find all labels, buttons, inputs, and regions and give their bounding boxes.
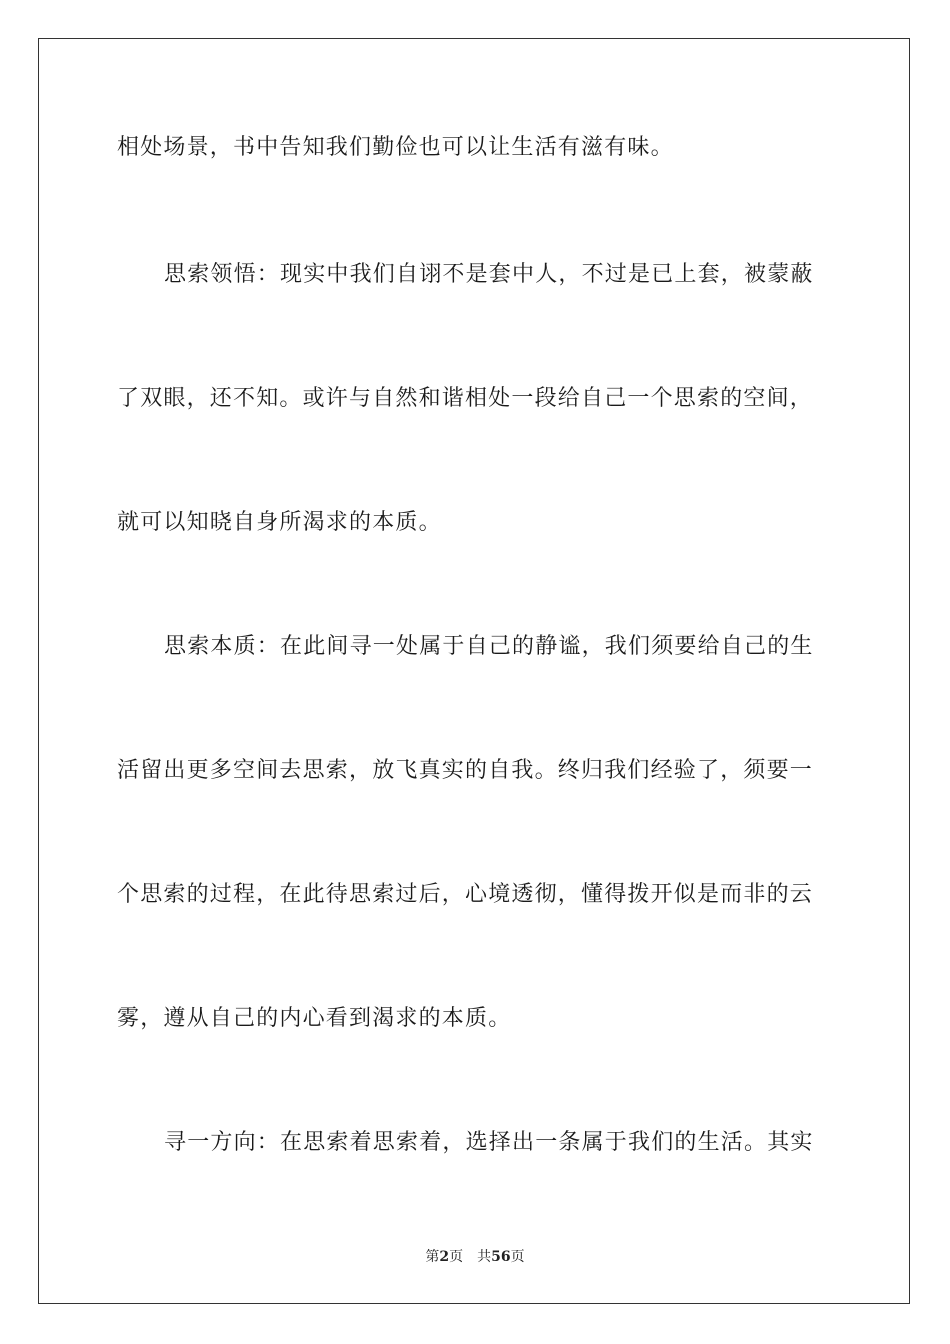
text-line: 就可以知晓自身所渴求的本质。 [117,510,442,535]
total-pages: 56 [491,1249,511,1265]
page-suffix: 页 [449,1249,464,1265]
page-number: 2 [439,1249,450,1265]
total-prefix: 共 [477,1249,492,1265]
text-line: 雾，遵从自己的内心看到渴求的本质。 [117,1006,512,1031]
paragraph-start-line: 思索领悟：现实中我们自诩不是套中人，不过是已上套，被蒙蔽 [164,262,814,287]
text-line: 活留出更多空间去思索，放飞真实的自我。终归我们经验了，须要一 [117,758,814,783]
page-border [38,38,910,1304]
total-suffix: 页 [510,1249,525,1265]
page-footer [0,1248,950,1266]
paragraph-start-line: 思索本质：在此间寻一处属于自己的静谧，我们须要给自己的生 [164,634,814,659]
page-prefix: 第 [425,1249,440,1265]
text-line: 了双眼，还不知。或许与自然和谐相处一段给自己一个思索的空间， [117,386,814,411]
text-line: 相处场景，书中告知我们勤俭也可以让生活有滋有味。 [117,135,674,160]
paragraph-start-line: 寻一方向：在思索着思索着，选择出一条属于我们的生活。其实 [164,1130,814,1155]
text-line: 个思索的过程，在此待思索过后，心境透彻，懂得拨开似是而非的云 [117,882,814,907]
